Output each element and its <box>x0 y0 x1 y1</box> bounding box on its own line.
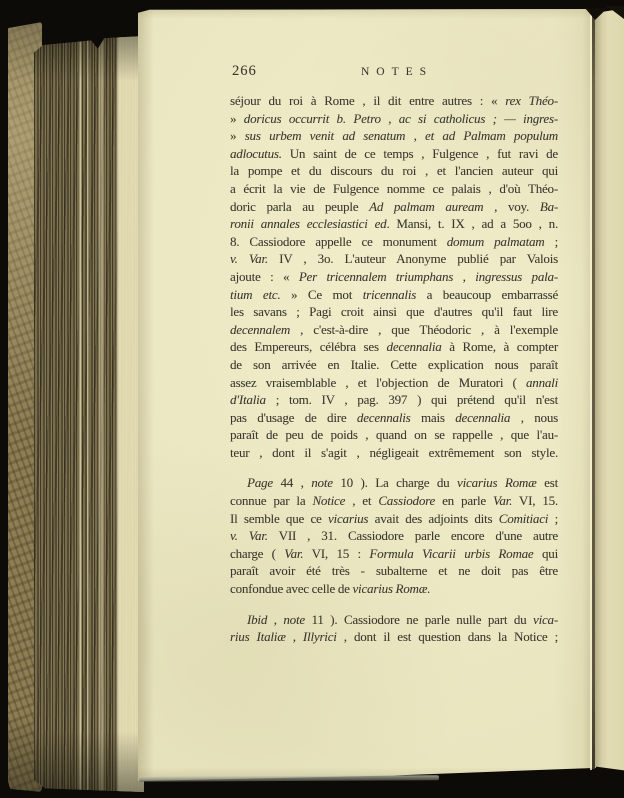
text-line: v. Var. IV , 3o. L'auteur Anonyme publié par Valois <box>230 251 558 267</box>
text-line: Page 44 , note 10 ). La charge du vicarius Romæ est <box>247 475 558 491</box>
printed-text-layer <box>230 63 558 646</box>
text-line: paraît de peu de poids , quand on se rappelle , que l'au- <box>230 427 558 443</box>
gutter-crease <box>592 13 595 769</box>
text-line: des Empereurs, célébra ses decennalia à Rome, à compter <box>230 339 559 355</box>
facing-page-sliver <box>595 7 624 775</box>
paragraph <box>230 474 558 597</box>
page-number: 266 <box>232 63 257 79</box>
page-stack-edge <box>34 36 144 792</box>
text-line: la pompe et du discours du roi , et l'ancien auteur qui <box>230 163 558 179</box>
text-line: Il semble que ce vicarius avait des adjoints dits Comitiaci ; <box>230 510 558 526</box>
text-line: connue par la Notice , et Cassiodore en parle Var. VI, 15. <box>230 493 558 509</box>
text-line: decennalem , c'est-à-dire , que Théodoric , à l'exemple <box>230 321 558 337</box>
text-line: ajoute : « Per tricennalem triumphans , ingressus pala- <box>230 268 558 284</box>
text-line: pas d'usage de dire decennalis mais decennalia , nous <box>230 409 558 425</box>
page-header <box>230 63 558 83</box>
text-line: » sus urbem venit ad senatum , et ad Palmam populum <box>230 128 558 144</box>
text-line: assez vraisemblable , et l'objection de Muratori ( annali <box>230 374 558 390</box>
text-line: d'Italia ; tom. IV , pag. 397 ) qui prétend qu'il n'est <box>230 392 558 408</box>
text-line: Ibid , note 11 ). Cassiodore ne parle nulle part du vica- <box>247 611 558 627</box>
text-line: de son arrivée en Italie. Cette explication nous paraît <box>230 356 558 372</box>
text-line: les savans ; Pagi croit ainsi que d'autres qu'il faut lire <box>230 304 558 320</box>
paragraph <box>230 611 558 646</box>
text-line: tium etc. » Ce mot tricennalis a beaucoup embarrassé <box>230 286 559 302</box>
text-line: a écrit la vie de Fulgence nomme ce palais , d'où Théo- <box>230 180 558 196</box>
text-line: rius Italiæ , Illyrici , dont il est question dans la Notice ; <box>230 629 558 645</box>
text-line: charge ( Var. VI, 15 : Formula Vicarii urbis Romae qui <box>230 545 558 561</box>
text-line: teur , dont il s'agit , négligeait extrêmement son style. <box>230 444 558 460</box>
running-header: NOTES <box>360 65 434 78</box>
page-text <box>230 92 558 646</box>
page-bottom-edge <box>139 775 439 782</box>
text-line: 8. Cassiodore appelle ce monument domum palmatam ; <box>230 233 558 249</box>
text-line: ronii annales ecclesiastici ed. Mansi, t. IX , ad a 5oo , n. <box>230 216 558 232</box>
text-line: » doricus occurrit b. Petro , ac si catholicus ; — ingres- <box>230 110 558 126</box>
text-line: v. Var. VII , 31. Cassiodore parle encore d'une autre <box>230 528 558 544</box>
text-line: confondue avec celle de vicarius Romæ. <box>230 581 431 597</box>
paragraph <box>230 92 558 461</box>
text-line: paraît avoir été très - subalterne et ne doit pas être <box>230 563 558 579</box>
text-line: adlocutus. Un saint de ce temps , Fulgence , fut ravi de <box>230 145 558 161</box>
text-line: doric parla au peuple Ad palmam auream , voy. Ba- <box>230 198 558 214</box>
text-line: séjour du roi à Rome , il dit entre autres : « rex Théo- <box>230 93 558 108</box>
